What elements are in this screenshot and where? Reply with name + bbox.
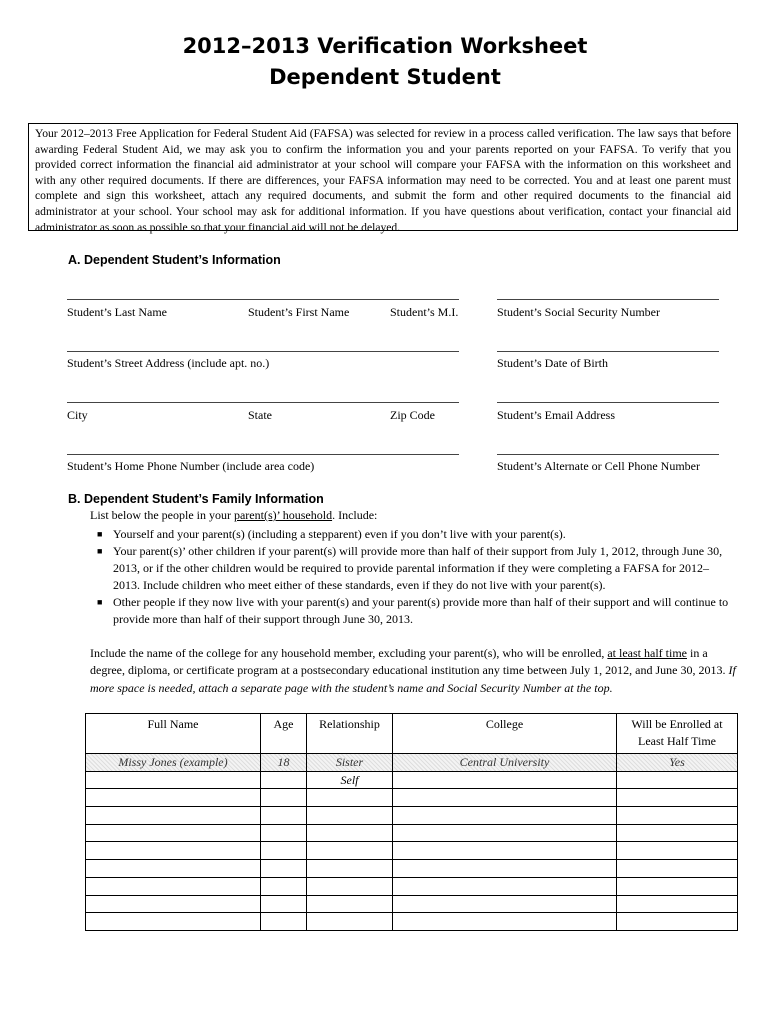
table-row — [86, 771, 738, 789]
cell-name: Missy Jones (example) — [86, 754, 261, 772]
col-relationship: Relationship — [307, 714, 393, 754]
table-row — [86, 877, 738, 895]
cell-enrolled[interactable] — [617, 860, 738, 878]
cell-age[interactable] — [261, 771, 307, 789]
cell-relationship: Self — [307, 771, 393, 789]
street-field-line[interactable] — [67, 351, 459, 352]
cell-enrolled[interactable] — [617, 771, 738, 789]
cell-age[interactable] — [261, 877, 307, 895]
table-row — [86, 824, 738, 842]
table-row — [86, 789, 738, 807]
bullet-square-icon: ■ — [97, 546, 103, 556]
last-name-label: Student’s Last Name — [67, 305, 167, 319]
household-bullets — [95, 526, 735, 628]
cell-age[interactable] — [261, 842, 307, 860]
cell-enrolled[interactable] — [617, 877, 738, 895]
household-table — [85, 713, 738, 931]
cell-age[interactable] — [261, 824, 307, 842]
household-term: parent(s)’ household — [233, 508, 333, 522]
table-row-example — [86, 754, 738, 772]
col-age: Age — [261, 714, 307, 754]
section-a-heading: A. Dependent Student’s Information — [68, 253, 281, 267]
cell-relationship[interactable] — [307, 877, 393, 895]
email-label: Student’s Email Address — [497, 408, 615, 422]
cell-college[interactable] — [393, 913, 617, 931]
cell-relationship: Sister — [307, 754, 393, 772]
section-b-heading: B. Dependent Student’s Family Information — [68, 492, 324, 506]
col-enrolled: Will be Enrolled at Least Half Time — [617, 714, 738, 754]
cell-enrolled[interactable] — [617, 842, 738, 860]
bullet-square-icon: ■ — [97, 597, 103, 607]
cell-name[interactable] — [86, 824, 261, 842]
table-row — [86, 860, 738, 878]
cell-relationship[interactable] — [307, 842, 393, 860]
cell-college[interactable] — [393, 771, 617, 789]
cell-name[interactable] — [86, 807, 261, 825]
cell-college: Central University — [393, 754, 617, 772]
intro-box: Your 2012–2013 Free Application for Federal Student Aid (FAFSA) was selected for review in a process called verification. The law says that before awarding Federal Student Aid, we may ask you to confirm the information you and your parents reported on your FAFSA. To verify that you provided correct information the financial aid administrator at your school will compare your FAFSA with the information on this worksheet and with any other required documents. If there are differences, your FAFSA information may need to be corrected. You and at least one parent must complete and sign this worksheet, attach any required documents, and submit the form and other required documents to the financial aid administrator at your school. Your school may ask for additional information. If you have questions about verification, contact your financial aid administrator as soon as possible so that your financial aid will not be delayed. — [28, 123, 738, 231]
cell-relationship[interactable] — [307, 860, 393, 878]
table-row — [86, 807, 738, 825]
zip-label: Zip Code — [390, 408, 435, 422]
cell-relationship[interactable] — [307, 895, 393, 913]
col-full-name: Full Name — [86, 714, 261, 754]
cell-relationship[interactable] — [307, 824, 393, 842]
household-intro: List below the people in your parent(s)’ household. Include: — [90, 508, 378, 522]
table-row — [86, 842, 738, 860]
cell-age[interactable] — [261, 860, 307, 878]
cell-age[interactable] — [261, 807, 307, 825]
cell-age[interactable] — [261, 895, 307, 913]
bullet-item: ■ Your parent(s)’ other children if your parent(s) will provide more than half of their support from July 1, 2012, through June 30, 2013, or if the other children would be required to provide parental information if they were completing a FAFSA for 2012–2013. Include children who meet either of these standards, even if they do not live with your parent(s). — [97, 544, 723, 592]
cell-enrolled[interactable] — [617, 824, 738, 842]
table-row — [86, 895, 738, 913]
table-header-row — [86, 714, 738, 754]
cell-name[interactable] — [86, 842, 261, 860]
cell-age: 18 — [261, 754, 307, 772]
page-title: 2012–2013 Verification Worksheet — [182, 34, 588, 58]
cell-name[interactable] — [86, 895, 261, 913]
cell-college[interactable] — [393, 842, 617, 860]
city-state-zip-line[interactable] — [67, 402, 459, 403]
cell-enrolled[interactable] — [617, 913, 738, 931]
page-subtitle: Dependent Student — [269, 65, 501, 89]
cell-name[interactable] — [86, 860, 261, 878]
table-row — [86, 913, 738, 931]
cell-relationship[interactable] — [307, 807, 393, 825]
dob-field-line[interactable] — [497, 351, 719, 352]
cell-enrolled[interactable] — [617, 895, 738, 913]
dob-label: Student’s Date of Birth — [497, 356, 608, 370]
cell-age[interactable] — [261, 913, 307, 931]
cell-enrolled: Yes — [617, 754, 738, 772]
college-instructions: Include the name of the college for any household member, excluding your parent(s), who will be enrolled, at least half time in a degree, diploma, or certificate program at a postsecondary educational institution any time between July 1, 2012, and June 30, 2013. If more space is needed, attach a separate page with the student’s name and Social Security Number at the top. — [90, 646, 736, 695]
cell-college[interactable] — [393, 860, 617, 878]
bullet-square-icon: ■ — [97, 529, 103, 539]
name-fields-line[interactable] — [67, 299, 459, 300]
cell-college[interactable] — [393, 895, 617, 913]
home-phone-label: Student’s Home Phone Number (include area code) — [67, 459, 315, 473]
ssn-field-line[interactable] — [497, 299, 719, 300]
col-college: College — [393, 714, 617, 754]
cell-age[interactable] — [261, 789, 307, 807]
cell-college[interactable] — [393, 789, 617, 807]
bullet-item: ■ Yourself and your parent(s) (including a stepparent) even if you don’t live with your parent(s). — [97, 527, 566, 541]
cell-college[interactable] — [393, 877, 617, 895]
street-label: Student’s Street Address (include apt. no.) — [67, 356, 270, 370]
alt-phone-line[interactable] — [497, 454, 719, 455]
cell-college[interactable] — [393, 807, 617, 825]
cell-name[interactable] — [86, 877, 261, 895]
city-label: City — [67, 408, 88, 422]
cell-name[interactable] — [86, 913, 261, 931]
first-name-label: Student’s First Name — [248, 305, 350, 319]
cell-enrolled[interactable] — [617, 807, 738, 825]
cell-college[interactable] — [393, 824, 617, 842]
cell-name[interactable] — [86, 771, 261, 789]
cell-relationship[interactable] — [307, 913, 393, 931]
home-phone-line[interactable] — [67, 454, 459, 455]
alt-phone-label: Student’s Alternate or Cell Phone Number — [497, 459, 700, 473]
cell-name[interactable] — [86, 789, 261, 807]
bullet-item: ■ Other people if they now live with your parent(s) and your parent(s) provide more than half of their support and will continue to provide more than half of their support through June 30, 2013. — [97, 595, 729, 626]
mi-label: Student’s M.I. — [390, 305, 459, 319]
cell-relationship[interactable] — [307, 789, 393, 807]
email-field-line[interactable] — [497, 402, 719, 403]
state-label: State — [248, 408, 272, 422]
ssn-label: Student’s Social Security Number — [497, 305, 660, 319]
cell-enrolled[interactable] — [617, 789, 738, 807]
